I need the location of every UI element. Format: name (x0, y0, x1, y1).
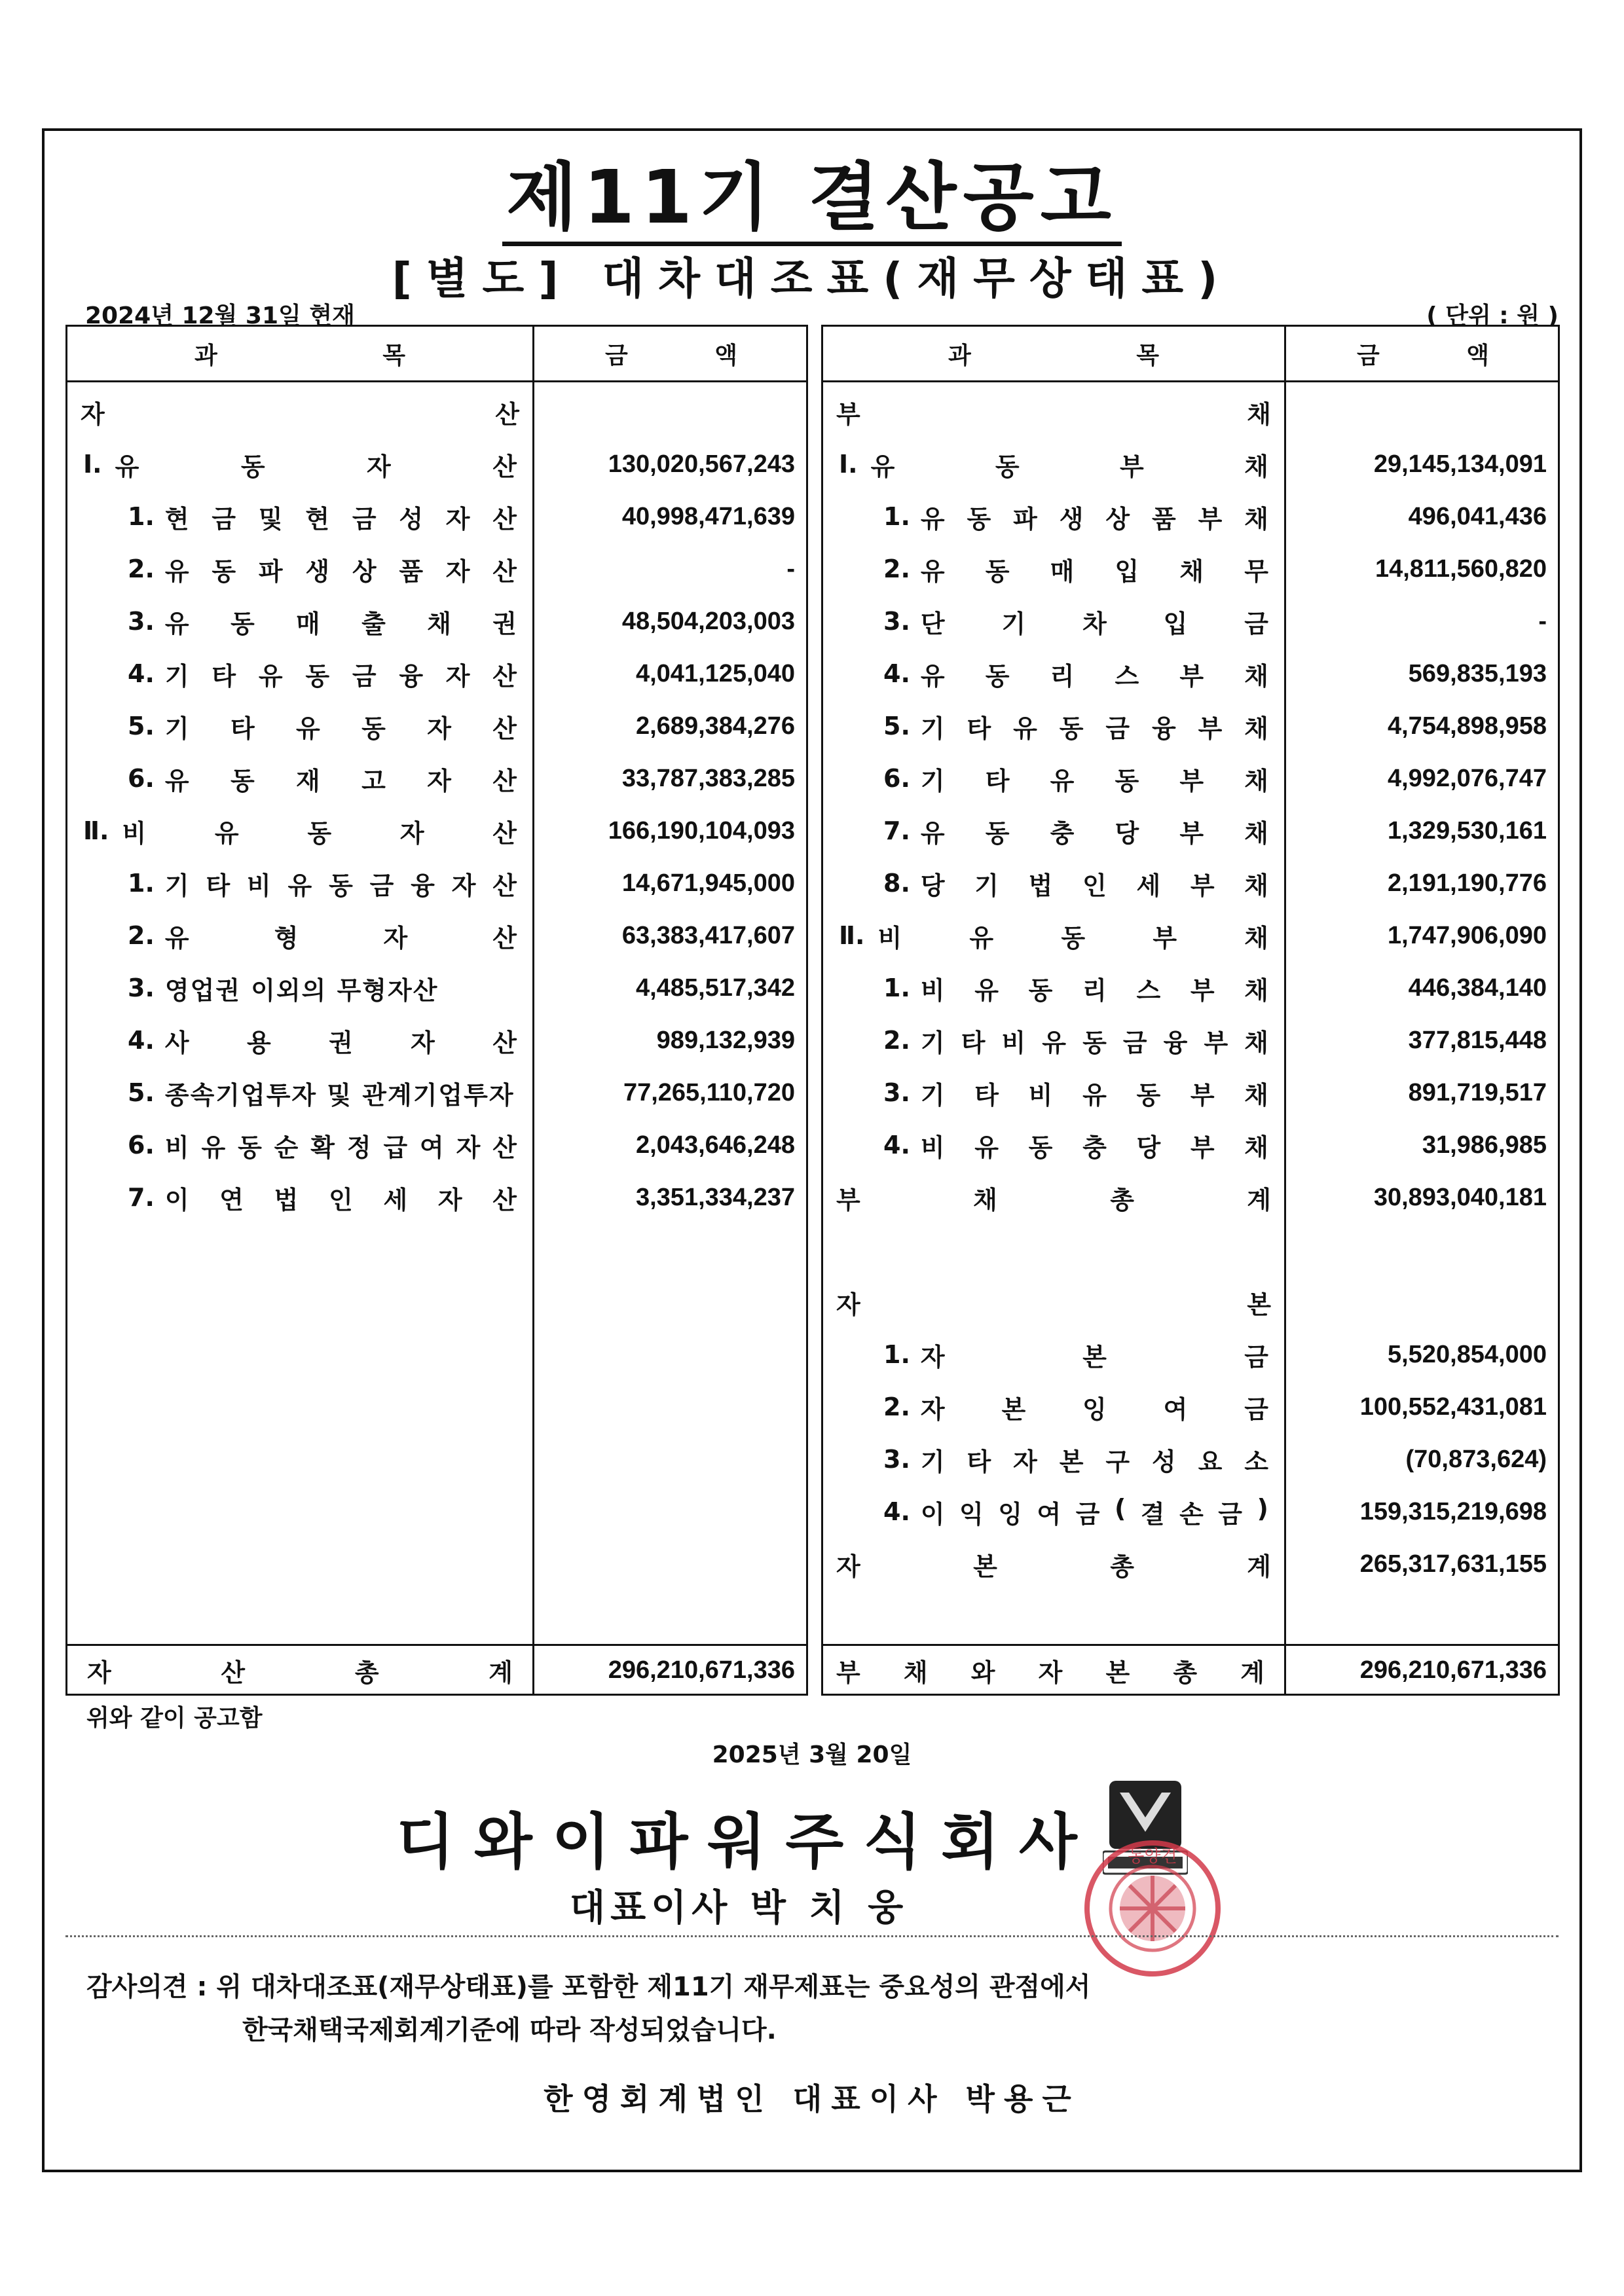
row-label: 7. 유 동 충 당 부 채 (883, 816, 1268, 848)
table-row (823, 1381, 1558, 1433)
row-amount: (70,873,624) (1405, 1445, 1547, 1473)
row-amount: 989,132,939 (656, 1026, 795, 1054)
assets-total-amount: 296,210,671,336 (608, 1656, 795, 1684)
header-divider (67, 380, 806, 382)
table-row (823, 1224, 1558, 1276)
row-label: 2. 유 동 파 생 상 품 자 산 (128, 555, 517, 586)
row-amount: 4,485,517,342 (635, 974, 795, 1002)
row-label: 1. 기 타 비 유 동 금 융 자 산 (128, 869, 517, 900)
row-amount: 100,552,431,081 (1359, 1393, 1547, 1421)
audit-opinion-label: 감사의견 : (86, 1972, 208, 2002)
unit-label: ( 단위 : 원 ) (1426, 302, 1559, 329)
company-seal (1074, 1833, 1231, 1984)
row-amount: 4,041,125,040 (635, 659, 795, 687)
table-row (823, 805, 1558, 857)
row-amount: 130,020,567,243 (608, 450, 795, 478)
row-amount: 30,893,040,181 (1373, 1183, 1547, 1211)
row-amount: 31,986,985 (1422, 1131, 1547, 1159)
table-row (67, 700, 806, 752)
row-amount: 4,754,898,958 (1387, 712, 1547, 740)
header-divider (823, 380, 1558, 382)
table-row (67, 438, 806, 490)
row-label: 1. 비 유 동 리 스 부 채 (883, 974, 1268, 1005)
row-amount: 4,992,076,747 (1387, 764, 1547, 792)
row-amount: 166,190,104,093 (608, 816, 795, 845)
liabilities-total-label: 부 채 와 자 본 총 계 (836, 1658, 1264, 1687)
row-label: 2. 기 타 비 유 동 금 융 부 채 (883, 1026, 1268, 1057)
row-label: 6. 기 타 유 동 부 채 (883, 764, 1268, 795)
liabilities-amount-header: 금 액 (1356, 342, 1529, 369)
table-row (67, 909, 806, 962)
assets-table (65, 325, 808, 1696)
row-label: 6. 비 유 동 순 확 정 급 여 자 산 (128, 1131, 517, 1162)
auditor-signature: 한영회계법인 대표이사 박용근 (544, 2081, 1080, 2117)
row-amount (1286, 386, 1547, 438)
table-row (823, 752, 1558, 805)
row-amount: 14,811,560,820 (1375, 555, 1547, 583)
row-label (839, 1224, 1268, 1276)
row-label: 5. 기 타 유 동 금 융 부 채 (883, 712, 1268, 743)
row-label: 8. 당 기 법 인 세 부 채 (883, 869, 1268, 900)
row-amount: 2,689,384,276 (635, 712, 795, 740)
table-row (67, 1014, 806, 1066)
table-row (823, 595, 1558, 647)
row-label: 3. 기 타 자 본 구 성 요 소 (883, 1445, 1268, 1476)
table-row (823, 1066, 1558, 1119)
row-label: Ⅱ. 비 유 동 자 산 (83, 816, 517, 848)
report-date: 2024년 12월 31일 현재 (85, 302, 355, 329)
assets-total-row (67, 1644, 806, 1696)
table-row (823, 1014, 1558, 1066)
table-row (823, 1171, 1558, 1224)
notice-date: 2025년 3월 20일 (712, 1741, 912, 1768)
audit-opinion (86, 1965, 1090, 2052)
table-row (67, 1066, 806, 1119)
table-row (67, 1171, 806, 1224)
company-name: 디와이파워주식회사 (396, 1807, 1097, 1877)
row-label: 자 산 (81, 399, 519, 429)
table-row (823, 647, 1558, 700)
audit-opinion-line1: 위 대차대조표(재무상태표)를 포함한 제11기 재무제표는 중요성의 관점에서 (216, 1972, 1091, 2002)
table-row (823, 386, 1558, 438)
row-amount: 265,317,631,155 (1359, 1550, 1547, 1578)
row-label: 7. 이 연 법 인 세 자 산 (128, 1183, 517, 1214)
liabilities-table (821, 325, 1560, 1696)
row-label: 5. 종속기업투자 및 관계기업투자 (128, 1078, 515, 1110)
statement-subtitle: [별도] 대차대조표(재무상태표) (392, 253, 1232, 304)
table-row (823, 1119, 1558, 1171)
row-label: 2. 유 형 자 산 (128, 921, 517, 953)
row-label: 4. 기 타 유 동 금 융 자 산 (128, 659, 517, 691)
table-row (67, 647, 806, 700)
row-label: 부 채 (836, 399, 1271, 429)
row-amount: 48,504,203,003 (621, 607, 795, 635)
row-label: 자 본 (836, 1290, 1271, 1319)
assets-amount-header: 금 액 (604, 342, 777, 369)
row-label: 2. 유 동 매 입 채 무 (883, 555, 1268, 586)
row-amount: 5,520,854,000 (1387, 1340, 1547, 1368)
row-label: 4. 비 유 동 충 당 부 채 (883, 1131, 1268, 1162)
liabilities-item-header: 과 목 (948, 342, 1238, 369)
row-label: 2. 자 본 잉 여 금 (883, 1393, 1268, 1424)
row-amount: 2,043,646,248 (635, 1131, 795, 1159)
seal-lettering: 동양건 (1128, 1847, 1177, 1867)
row-amount: - (1538, 607, 1547, 635)
row-amount: 159,315,219,698 (1359, 1497, 1547, 1525)
table-row (823, 438, 1558, 490)
assets-total-label: 자 산 총 계 (87, 1658, 513, 1687)
row-label: 3. 유 동 매 출 채 권 (128, 607, 517, 638)
notice-text: 위와 같이 공고함 (86, 1705, 263, 1732)
table-row (823, 1328, 1558, 1381)
row-label: 3. 기 타 비 유 동 부 채 (883, 1078, 1268, 1110)
row-label: 4. 사 용 권 자 산 (128, 1026, 517, 1057)
row-label: 1. 현 금 및 현 금 성 자 산 (128, 502, 517, 534)
row-amount (1286, 1224, 1547, 1276)
row-label: 6. 유 동 재 고 자 산 (128, 764, 517, 795)
row-label: 4. 이 익 잉 여 금 ( 결 손 금 ) (883, 1493, 1268, 1529)
liabilities-total-row (823, 1644, 1558, 1696)
assets-item-header: 과 목 (194, 342, 485, 369)
table-row (67, 1119, 806, 1171)
table-row (67, 752, 806, 805)
row-label: 부 채 총 계 (836, 1185, 1271, 1214)
table-row (823, 1538, 1558, 1590)
row-amount: 891,719,517 (1408, 1078, 1547, 1106)
table-row (823, 857, 1558, 909)
table-row (67, 595, 806, 647)
row-amount: 77,265,110,720 (623, 1078, 795, 1106)
row-amount: - (786, 555, 795, 583)
row-amount: 29,145,134,091 (1373, 450, 1547, 478)
table-row (823, 1276, 1558, 1328)
row-amount: 2,191,190,776 (1387, 869, 1547, 897)
row-amount (534, 386, 795, 438)
row-amount: 377,815,448 (1408, 1026, 1547, 1054)
row-label: 1. 자 본 금 (883, 1340, 1268, 1372)
row-amount: 1,747,906,090 (1387, 921, 1547, 949)
table-row (823, 490, 1558, 543)
page-title: 제11기 결산공고 (0, 139, 1624, 244)
table-row (823, 700, 1558, 752)
table-row (67, 857, 806, 909)
row-amount: 40,998,471,639 (621, 502, 795, 530)
row-amount: 3,351,334,237 (635, 1183, 795, 1211)
audit-opinion-line2: 한국채택국제회계기준에 따라 작성되었습니다. (242, 2015, 777, 2045)
row-label: 5. 기 타 유 동 자 산 (128, 712, 517, 743)
row-amount: 1,329,530,161 (1387, 816, 1547, 845)
row-amount: 496,041,436 (1408, 502, 1547, 530)
table-row (823, 962, 1558, 1014)
row-label: 3. 영업권 이외의 무형자산 (128, 974, 439, 1005)
table-row (67, 543, 806, 595)
row-label: Ⅰ. 유 동 자 산 (83, 450, 517, 481)
table-row (823, 1485, 1558, 1538)
row-label: Ⅰ. 유 동 부 채 (839, 450, 1268, 481)
row-amount (1286, 1276, 1547, 1328)
table-row (67, 805, 806, 857)
ceo-signature: 대표이사 박 치 웅 (570, 1886, 909, 1929)
table-row (67, 962, 806, 1014)
row-label: 1. 유 동 파 생 상 품 부 채 (883, 502, 1268, 534)
row-label: 4. 유 동 리 스 부 채 (883, 659, 1268, 691)
row-label: 자 본 총 계 (836, 1552, 1271, 1581)
table-row (823, 543, 1558, 595)
row-amount: 63,383,417,607 (621, 921, 795, 949)
dotted-separator (65, 1935, 1559, 1937)
row-amount: 14,671,945,000 (621, 869, 795, 897)
table-row (823, 909, 1558, 962)
row-label: 3. 단 기 차 입 금 (883, 607, 1268, 638)
row-label: Ⅱ. 비 유 동 부 채 (839, 921, 1268, 953)
row-amount: 33,787,383,285 (621, 764, 795, 792)
row-amount: 446,384,140 (1408, 974, 1547, 1002)
table-row (823, 1433, 1558, 1485)
liabilities-total-amount: 296,210,671,336 (1359, 1656, 1547, 1684)
table-row (67, 386, 806, 438)
row-amount: 569,835,193 (1408, 659, 1547, 687)
table-row (67, 490, 806, 543)
